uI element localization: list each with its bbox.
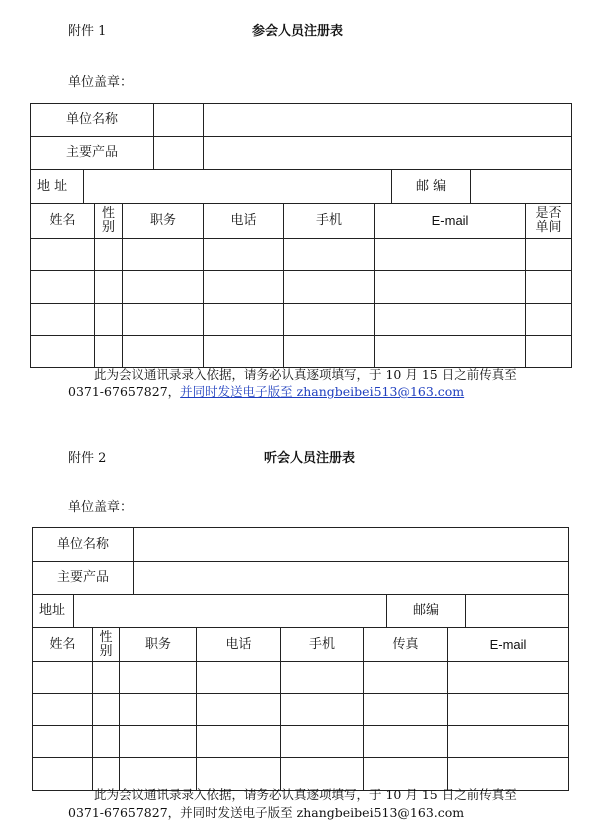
main-product-label-2: 主要产品 [33, 562, 134, 594]
cell[interactable] [123, 336, 204, 368]
col-gender-header-2: 性别 [93, 628, 120, 662]
instruction-note-2: 此为会议通讯录录入依据，请务必认真逐项填写，于 10 月 15 日之前传真至 [94, 787, 517, 802]
unit-name-label-2: 单位名称 [33, 528, 134, 561]
col-mobile-header-1: 手机 [284, 204, 375, 239]
cell[interactable] [284, 271, 375, 304]
attachment-label-1: 附件 1 [68, 24, 107, 39]
unit-name-row-1 [31, 104, 204, 137]
cell[interactable] [204, 304, 284, 336]
col-phone-header-2: 电话 [197, 628, 281, 662]
address-input-1[interactable] [84, 170, 392, 203]
cell[interactable] [93, 694, 120, 726]
unit-name-row-2 [33, 528, 569, 562]
cell[interactable] [95, 239, 123, 271]
table-row [33, 662, 569, 694]
cell[interactable] [31, 271, 95, 304]
email-link-1[interactable]: 并同时发送电子版至 zhangbeibei513@163.com [180, 384, 465, 399]
postcode-input-1[interactable] [471, 170, 572, 203]
postcode-label-2: 邮编 [387, 595, 466, 627]
form-title-1: 参会人员注册表 [252, 24, 344, 39]
cell[interactable] [93, 662, 120, 694]
postcode-input-2[interactable] [466, 595, 569, 627]
cell[interactable] [33, 662, 93, 694]
cell[interactable] [284, 304, 375, 336]
main-product-input-1b[interactable] [204, 137, 572, 170]
table-row [31, 239, 572, 271]
cell[interactable] [204, 336, 284, 368]
cell[interactable] [95, 336, 123, 368]
col-position-header-2: 职务 [120, 628, 197, 662]
unit-name-input-1[interactable] [154, 104, 204, 136]
unit-name-input-2[interactable] [134, 528, 569, 561]
table-row [31, 336, 572, 368]
col-name-header-2: 姓名 [33, 628, 93, 662]
cell[interactable] [281, 662, 364, 694]
cell[interactable] [95, 304, 123, 336]
unit-name-label-1: 单位名称 [31, 104, 154, 136]
unit-seal-label-2: 单位盖章： [68, 500, 134, 515]
cell[interactable] [31, 336, 95, 368]
registration-table-2 [32, 527, 569, 791]
col-email-header-2: E-mail [448, 628, 569, 662]
cell[interactable] [197, 726, 281, 758]
cell[interactable] [448, 662, 569, 694]
unit-seal-label-1: 单位盖章： [68, 75, 134, 90]
cell[interactable] [281, 694, 364, 726]
col-name-header-1: 姓名 [31, 204, 95, 239]
cell[interactable] [123, 239, 204, 271]
main-product-input-1[interactable] [154, 137, 204, 169]
cell[interactable] [364, 694, 448, 726]
cell[interactable] [123, 304, 204, 336]
table-row [31, 304, 572, 336]
cell[interactable] [375, 239, 526, 271]
col-fax-header-2: 传真 [364, 628, 448, 662]
cell[interactable] [284, 239, 375, 271]
cell[interactable] [197, 662, 281, 694]
cell[interactable] [448, 694, 569, 726]
main-product-label-1: 主要产品 [31, 137, 154, 169]
registration-table-1 [30, 103, 572, 368]
cell[interactable] [95, 271, 123, 304]
cell[interactable] [281, 726, 364, 758]
cell[interactable] [33, 758, 93, 791]
cell[interactable] [448, 726, 569, 758]
cell[interactable] [364, 726, 448, 758]
cell[interactable] [284, 336, 375, 368]
table-row [31, 271, 572, 304]
cell[interactable] [375, 336, 526, 368]
cell[interactable] [120, 662, 197, 694]
cell[interactable] [31, 239, 95, 271]
col-gender-header-1: 性别 [95, 204, 123, 239]
main-product-input-2[interactable] [134, 562, 569, 594]
cell[interactable] [93, 726, 120, 758]
cell[interactable] [123, 271, 204, 304]
col-mobile-header-2: 手机 [281, 628, 364, 662]
cell[interactable] [526, 304, 572, 336]
cell[interactable] [33, 726, 93, 758]
cell[interactable] [375, 271, 526, 304]
main-product-row-2 [33, 562, 569, 595]
col-email-header-1: E-mail [375, 204, 526, 239]
cell[interactable] [31, 304, 95, 336]
col-phone-header-1: 电话 [204, 204, 284, 239]
cell[interactable] [204, 239, 284, 271]
main-product-row-1 [31, 137, 204, 170]
col-single-room-header-1: 是否单间 [526, 204, 572, 239]
instruction-note-1: 此为会议通讯录录入依据，请务必认真逐项填写，于 10 月 15 日之前传真至 [94, 367, 517, 382]
table-row [33, 726, 569, 758]
address-input-2[interactable] [74, 595, 387, 627]
attachment-label-2: 附件 2 [68, 451, 107, 466]
cell[interactable] [526, 239, 572, 271]
cell[interactable] [364, 662, 448, 694]
instruction-note-2b: 0371-67657827，并同时发送电子版至 zhangbeibei513@163.com [68, 805, 465, 820]
unit-name-input-1b[interactable] [204, 104, 572, 137]
col-position-header-1: 职务 [123, 204, 204, 239]
fax-number-1: 0371-67657827， [68, 384, 181, 399]
cell[interactable] [375, 304, 526, 336]
address-label-2: 地址 [33, 595, 74, 627]
table-row [33, 694, 569, 726]
postcode-label-1: 邮 编 [392, 170, 471, 203]
address-row-2 [33, 595, 569, 628]
form-title-2: 听会人员注册表 [264, 451, 356, 466]
cell[interactable] [526, 271, 572, 304]
cell[interactable] [33, 694, 93, 726]
address-label-1: 地 址 [31, 170, 84, 203]
cell[interactable] [120, 726, 197, 758]
cell[interactable] [197, 694, 281, 726]
cell[interactable] [526, 336, 572, 368]
instruction-note-1b [68, 383, 464, 400]
cell[interactable] [204, 271, 284, 304]
address-row-1 [31, 170, 572, 204]
cell[interactable] [120, 694, 197, 726]
